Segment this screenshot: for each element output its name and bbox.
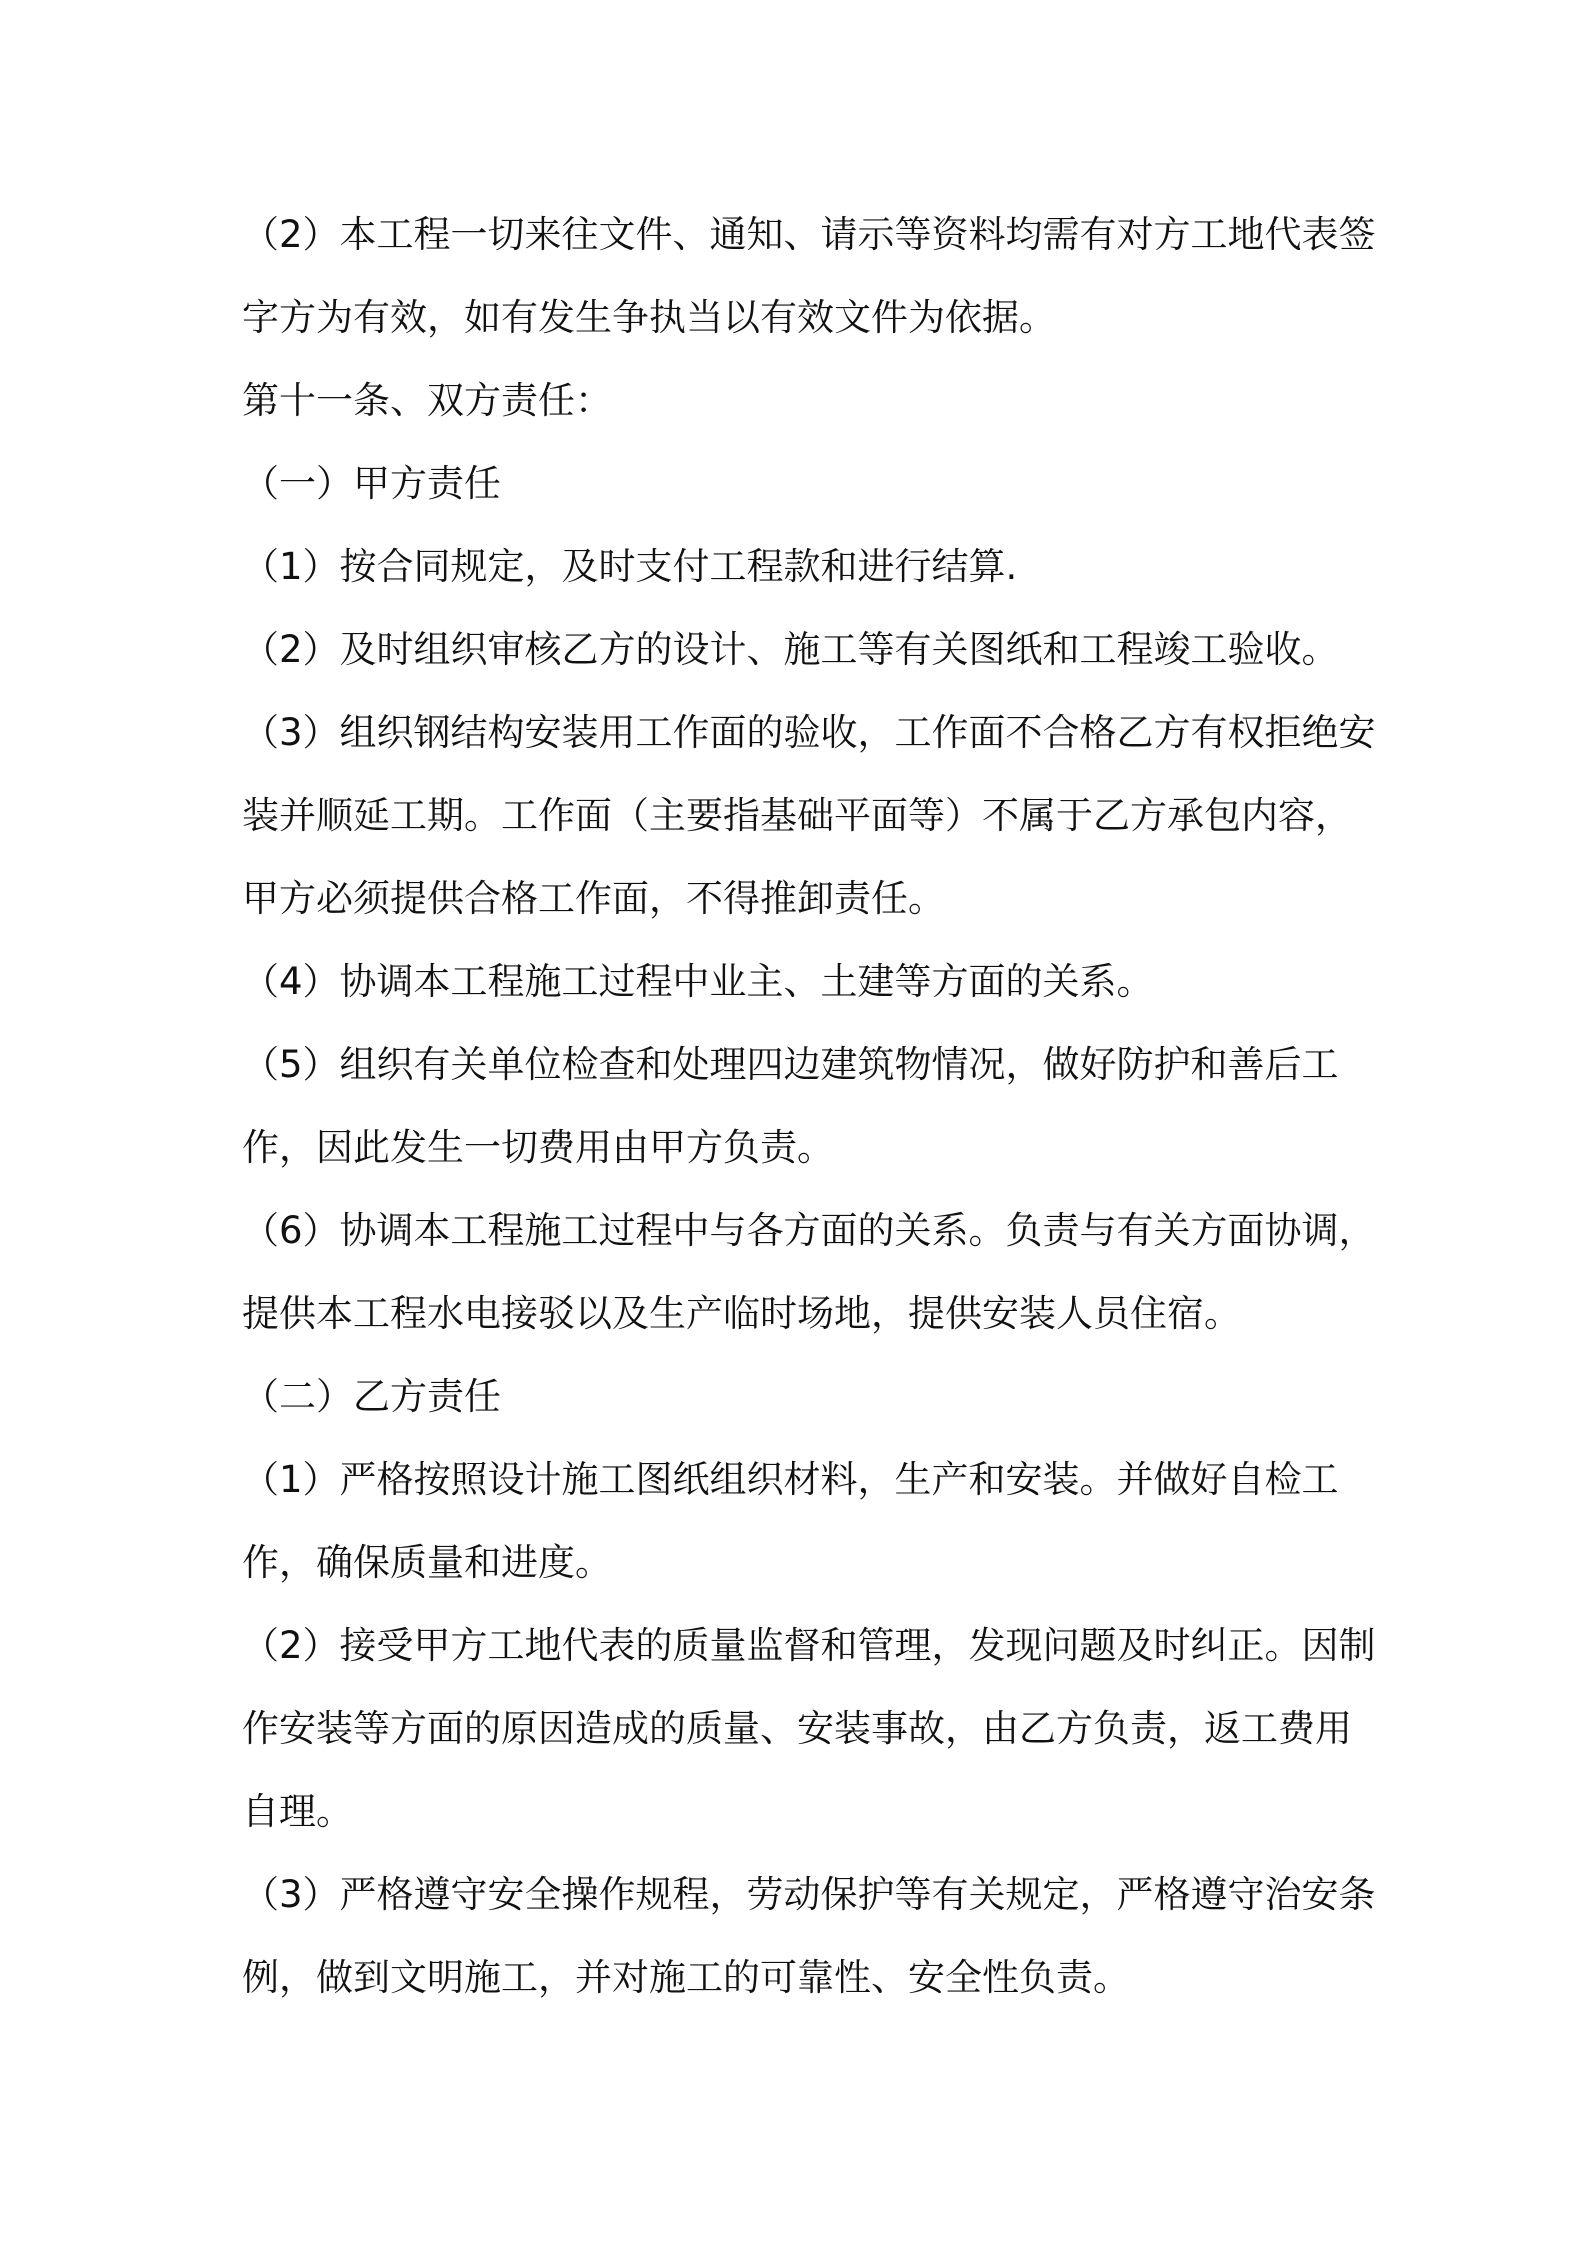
party-a-item-5: （5）组织有关单位检查和处理四边建筑物情况，做好防护和善后工作，因此发生一切费用由甲方负责。: [242, 1043, 1339, 1169]
party-a-item-4: （4）协调本工程施工过程中业主、土建等方面的关系。: [242, 960, 1154, 1003]
party-a-item-3: （3）组织钢结构安装用工作面的验收，工作面不合格乙方有权拒绝安装并顺延工期。工作面（主要指基础平面等）不属于乙方承包内容，甲方必须提供合格工作面，不得推卸责任。: [242, 711, 1376, 920]
party-b-heading: （二）乙方责任: [242, 1375, 501, 1418]
article-eleven-heading: 第十一条、双方责任：: [242, 379, 612, 422]
party-a-item-1: （1）按合同规定，及时支付工程款和进行结算.: [242, 545, 1018, 588]
party-a-heading: （一）甲方责任: [242, 462, 501, 505]
party-a-item-6: （6）协调本工程施工过程中与各方面的关系。负责与有关方面协调，提供本工程水电接驳以及生产临时场地，提供安装人员住宿。: [242, 1209, 1376, 1335]
document-body: [242, 193, 1382, 2019]
party-b-item-3: （3）严格遵守安全操作规程，劳动保护等有关规定，严格遵守治安条例，做到文明施工，并对施工的可靠性、安全性负责。: [242, 1873, 1376, 1999]
party-b-item-1: （1）严格按照设计施工图纸组织材料，生产和安装。并做好自检工作，确保质量和进度。: [242, 1458, 1339, 1584]
party-a-item-2: （2）及时组织审核乙方的设计、施工等有关图纸和工程竣工验收。: [242, 628, 1339, 671]
paragraph-signature-clause: （2）本工程一切来往文件、通知、请示等资料均需有对方工地代表签字方为有效，如有发生争执当以有效文件为依据。: [242, 213, 1376, 339]
party-b-item-2: （2）接受甲方工地代表的质量监督和管理，发现问题及时纠正。因制作安装等方面的原因造成的质量、安装事故，由乙方负责，返工费用自理。: [242, 1624, 1376, 1833]
